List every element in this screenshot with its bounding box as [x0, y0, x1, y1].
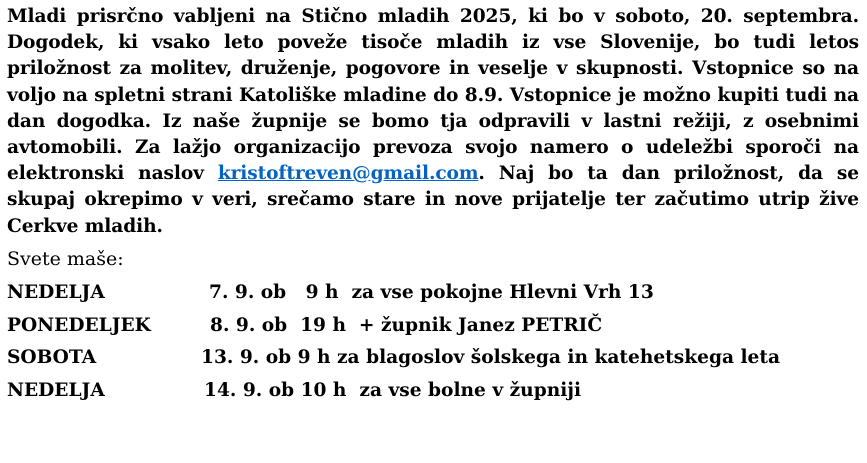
announcement-text-end: . Naj bo ta dan priložnost, da se skupaj okrepimo v veri, srečamo stare in nove prijatelje ter začutimo utrip žive Cerkve mladih.: [7, 163, 859, 237]
mass-day: SOBOTA: [7, 347, 97, 369]
announcement-paragraph: [7, 4, 859, 240]
mass-detail: 8. 9. ob 19 h + župnik Janez PETRIČ: [210, 314, 603, 336]
mass-detail: 13. 9. ob 9 h za blagoslov šolskega in katehetskega leta: [201, 347, 781, 369]
mass-detail: 14. 9. ob 10 h za vse bolne v župniji: [204, 379, 582, 401]
mass-row: [7, 375, 859, 408]
mass-day: PONEDELJEK: [7, 314, 151, 336]
mass-day: NEDELJA: [7, 281, 105, 303]
masses-heading: Svete maše:: [7, 247, 124, 270]
email-link[interactable]: kristoftreven@gmail.com: [217, 163, 479, 185]
mass-day: NEDELJA: [7, 379, 105, 401]
bulletin-page: [7, 4, 859, 408]
announcement-text-start: Mladi prisrčno vabljeni na Stično mladih 2025, ki bo v soboto, 20. septembra. Dogodek, ki vsako leto poveže tisoče mladih iz vse Slovenije, bo tudi letos priložnost za molitev, druženje, pogovore in veselje v skupnosti. Vstopnice so na voljo na spletni strani Katoliške mladine do 8.9. Vstopnice je možno kupiti tudi na dan dogodka. Iz naše župnije se bomo tja odpravili v lastni režiji, z osebnimi avtomobili. Za lažjo organizacijo prevoza svojo namero o udeležbi sporoči na elektronski naslov: [7, 6, 859, 185]
mass-row: [7, 310, 859, 343]
mass-schedule: [7, 277, 859, 408]
mass-row: [7, 277, 859, 310]
mass-detail: 7. 9. ob 9 h za vse pokojne Hlevni Vrh 13: [209, 281, 654, 303]
mass-row: [7, 342, 859, 375]
